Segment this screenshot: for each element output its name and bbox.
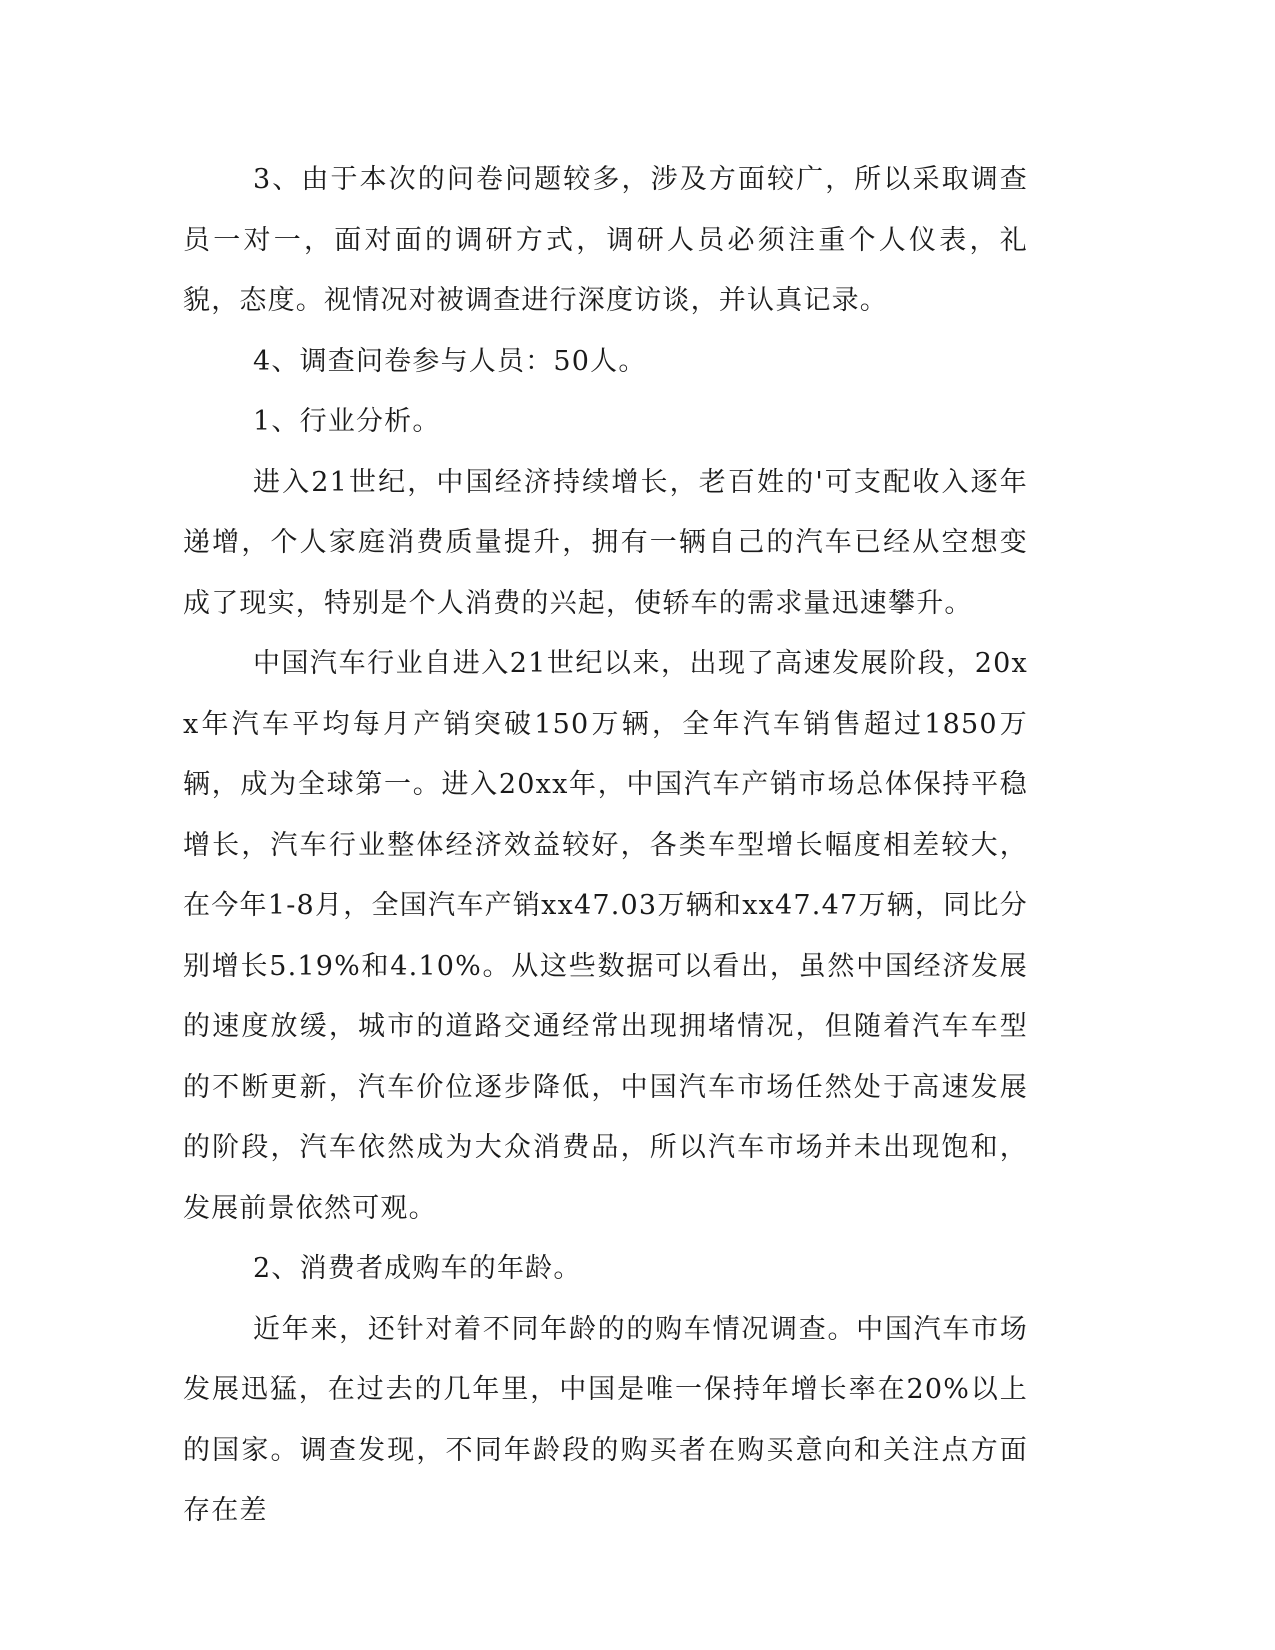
paragraph-economic-growth: 进入21世纪，中国经济持续增长，老百姓的'可支配收入逐年递增，个人家庭消费质量提升，拥有一辆自己的汽车已经从空想变成了现实，特别是个人消费的兴起，使轿车的需求量迅速攀升。 xyxy=(183,466,1028,619)
paragraph-survey-method: 3、由于本次的问卷问题较多，涉及方面较广，所以采取调查员一对一，面对面的调研方式，调研人员必须注重个人仪表，礼貌，态度。视情况对被调查进行深度访谈，并认真记录。 xyxy=(183,164,1028,316)
heading-industry-analysis: 1、行业分析。 xyxy=(253,406,441,437)
heading-buyer-age: 2、消费者成购车的年龄。 xyxy=(253,1253,582,1284)
paragraph-participants: 4、调查问卷参与人员：50人。 xyxy=(253,345,647,377)
paragraph-age-survey: 近年来，还针对着不同年龄的的购车情况调查。中国汽车市场发展迅猛，在过去的几年里，中国是唯一保持年增长率在20%以上的国家。调查发现，不同年龄段的购买者在购买意向和关注点方面存在差 xyxy=(183,1313,1028,1526)
document-page xyxy=(183,150,1028,1542)
paragraph-auto-industry-data: 中国汽车行业自进入21世纪以来，出现了高速发展阶段，20xx年汽车平均每月产销突破150万辆，全年汽车销售超过1850万辆，成为全球第一。进入20xx年，中国汽车产销市场总体保持平稳增长，汽车行业整体经济效益较好，各类车型增长幅度相差较大，在今年1-8月，全国汽车产销xx47.03万辆和xx47.47万辆，同比分别增长5.19%和4.10%。从这些数据可以看出，虽然中国经济发展的速度放缓，城市的道路交通经常出现拥堵情况，但随着汽车车型的不断更新，汽车价位逐步降低，中国汽车市场任然处于高速发展的阶段，汽车依然成为大众消费品，所以汽车市场并未出现饱和，发展前景依然可观。 xyxy=(183,648,1028,1224)
